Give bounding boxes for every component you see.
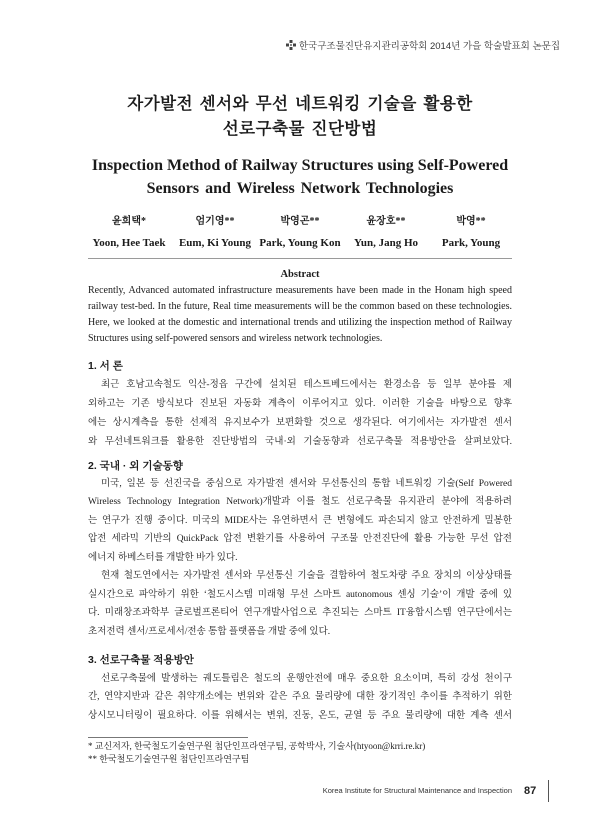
body-line: 와 무선네트워크를 활용한 진단방법의 국내·외 기술동향과 선로구축물 적용방안을 살펴보았다.: [88, 436, 512, 447]
body-line: Wireless Technology Integration Network)개발과 이를 철도 선로구축물 유지관리 분야에 적용하려: [88, 497, 512, 508]
section-body-application: [88, 670, 512, 726]
body-line: 최근 호남고속철도 익산-정읍 구간에 설치된 테스트베드에서는 환경소음 등 일부 분야를 제: [101, 379, 512, 390]
abstract-line: railway test-bed. In the future, Real time measurements will be the common based on these technologies.: [88, 301, 512, 312]
section-heading-introduction: 1. 서 론: [88, 360, 123, 372]
footnote-divider: [88, 737, 248, 738]
body-line: 미국, 일본 등 선진국을 중심으로 자가발전 센서와 무선통신의 통합 네트워킹 기술(Self Powered: [101, 478, 512, 489]
section-heading-trends: 2. 국내 · 외 기술동향: [88, 460, 183, 472]
author-english-name: Park, Young: [441, 237, 501, 249]
body-line: 다. 미래창조과학부 글로벌프론티어 연구개발사업으로 추진되는 스마트 IT융합시스템 연구단에서는: [88, 608, 512, 619]
section-body-trends: [88, 475, 512, 642]
journal-name: 한국구조물진단유지관리공학회 2014년 가을 학술발표회 논문집: [298, 41, 560, 52]
author-korean-name: 엄기영**: [195, 216, 235, 227]
english-title-line: Inspection Method of Railway Structures using Self-Powered: [91, 157, 509, 174]
body-line: 에는 상시계측을 통한 선제적 유지보수가 보편화할 것으로 생각된다. 여기에서는 자가발전 센서: [88, 417, 512, 428]
footnotes: [88, 740, 512, 766]
section-heading-application: 3. 선로구축물 적용방안: [88, 654, 194, 666]
footnote-corresponding-author: * 교신저자, 한국철도기술연구원 첨단인프라연구팀, 공학박사, 기술사(htyoon@krri.re.kr): [88, 741, 426, 751]
abstract-line: Structures using self-powered sensors and wireless network technologies.: [88, 333, 383, 344]
author-english-name: Yoon, Hee Taek: [92, 237, 166, 249]
korean-title-line: 자가발전 센서와 무선 네트워킹 기술을 활용한: [127, 94, 473, 113]
header-divider: [88, 258, 512, 259]
author-korean-name: 윤장호**: [366, 216, 406, 227]
korean-title: [0, 91, 600, 141]
korean-title-line: 선로구축물 진단방법: [222, 119, 378, 138]
body-line: 선로구축물에 발생하는 궤도틀림은 철도의 운행안전에 매우 중요한 요소이며, 특히 강성 천이구: [101, 673, 512, 684]
author-korean-name: 윤희택*: [112, 216, 146, 227]
body-line: 에너지 하베스터를 개발한 바가 있다.: [88, 552, 238, 563]
author-english-name: Eum, Ki Young: [178, 237, 252, 249]
english-title-line: Sensors and Wireless Network Technologies: [146, 180, 454, 197]
author-korean-name: 박영**: [456, 216, 486, 227]
footer-institute: Korea Institute for Structural Maintenance and Inspection: [322, 786, 512, 795]
author-english-name: Park, Young Kon: [259, 237, 341, 249]
footer-divider: [548, 780, 549, 802]
body-line: 는 연구가 진행 중이다. 미국의 MIDE사는 유연하면서 큰 변형에도 파손되지 않고 안전하게 밀봉한: [88, 515, 512, 526]
section-body-introduction: [88, 376, 512, 452]
abstract-body: [88, 283, 512, 347]
body-line: 압전 세라믹 기반의 QuickPack 압전 변환기를 사용하여 구조물 안전진단에 활용 가능한 무선 압전: [88, 534, 512, 545]
running-header: [286, 40, 560, 54]
footnote-affiliation: ** 한국철도기술연구원 첨단인프라연구팀: [88, 754, 250, 764]
body-line: 외하고는 기존 방식보다 진보된 자동화 계측이 이루어지고 있다. 이러한 기술을 바탕으로 향후: [88, 398, 512, 409]
abstract-heading: Abstract: [280, 269, 320, 280]
abstract-line: Here, we looked at the domestic and international trends and utilizing the inspection method of Railway: [88, 317, 512, 328]
journal-logo-icon: [286, 40, 296, 50]
body-line: 초저전력 센서/프로세서/전송 통합 플랫폼을 개발 중에 있다.: [88, 626, 331, 637]
body-line: 현재 철도연에서는 자가발전 센서와 무선통신 기술을 결합하여 철도차량 주요 장치의 이상상태를: [101, 571, 512, 582]
body-line: 상시모니터링이 필요하다. 이를 위해서는 변위, 진동, 온도, 균열 등 주요 물리량에 대한 계측 센서: [88, 710, 512, 721]
author-english-name: Yun, Jang Ho: [353, 237, 419, 249]
abstract-line: Recently, Advanced automated infrastructure measurements have been made in the Honam high speed: [88, 285, 512, 296]
body-line: 실시간으로 파악하기 위한 ‘철도시스템 미래형 무선 스마트 autonomous 센싱 기술’이 개발 중에 있: [88, 589, 512, 600]
author-korean-name: 박영곤**: [280, 216, 320, 227]
page-number: 87: [524, 785, 537, 797]
body-line: 간, 연약지반과 같은 취약개소에는 변위와 같은 주요 물리량에 대한 장기적인 추이를 추적하기 위한: [88, 692, 512, 703]
english-title: [0, 154, 600, 200]
